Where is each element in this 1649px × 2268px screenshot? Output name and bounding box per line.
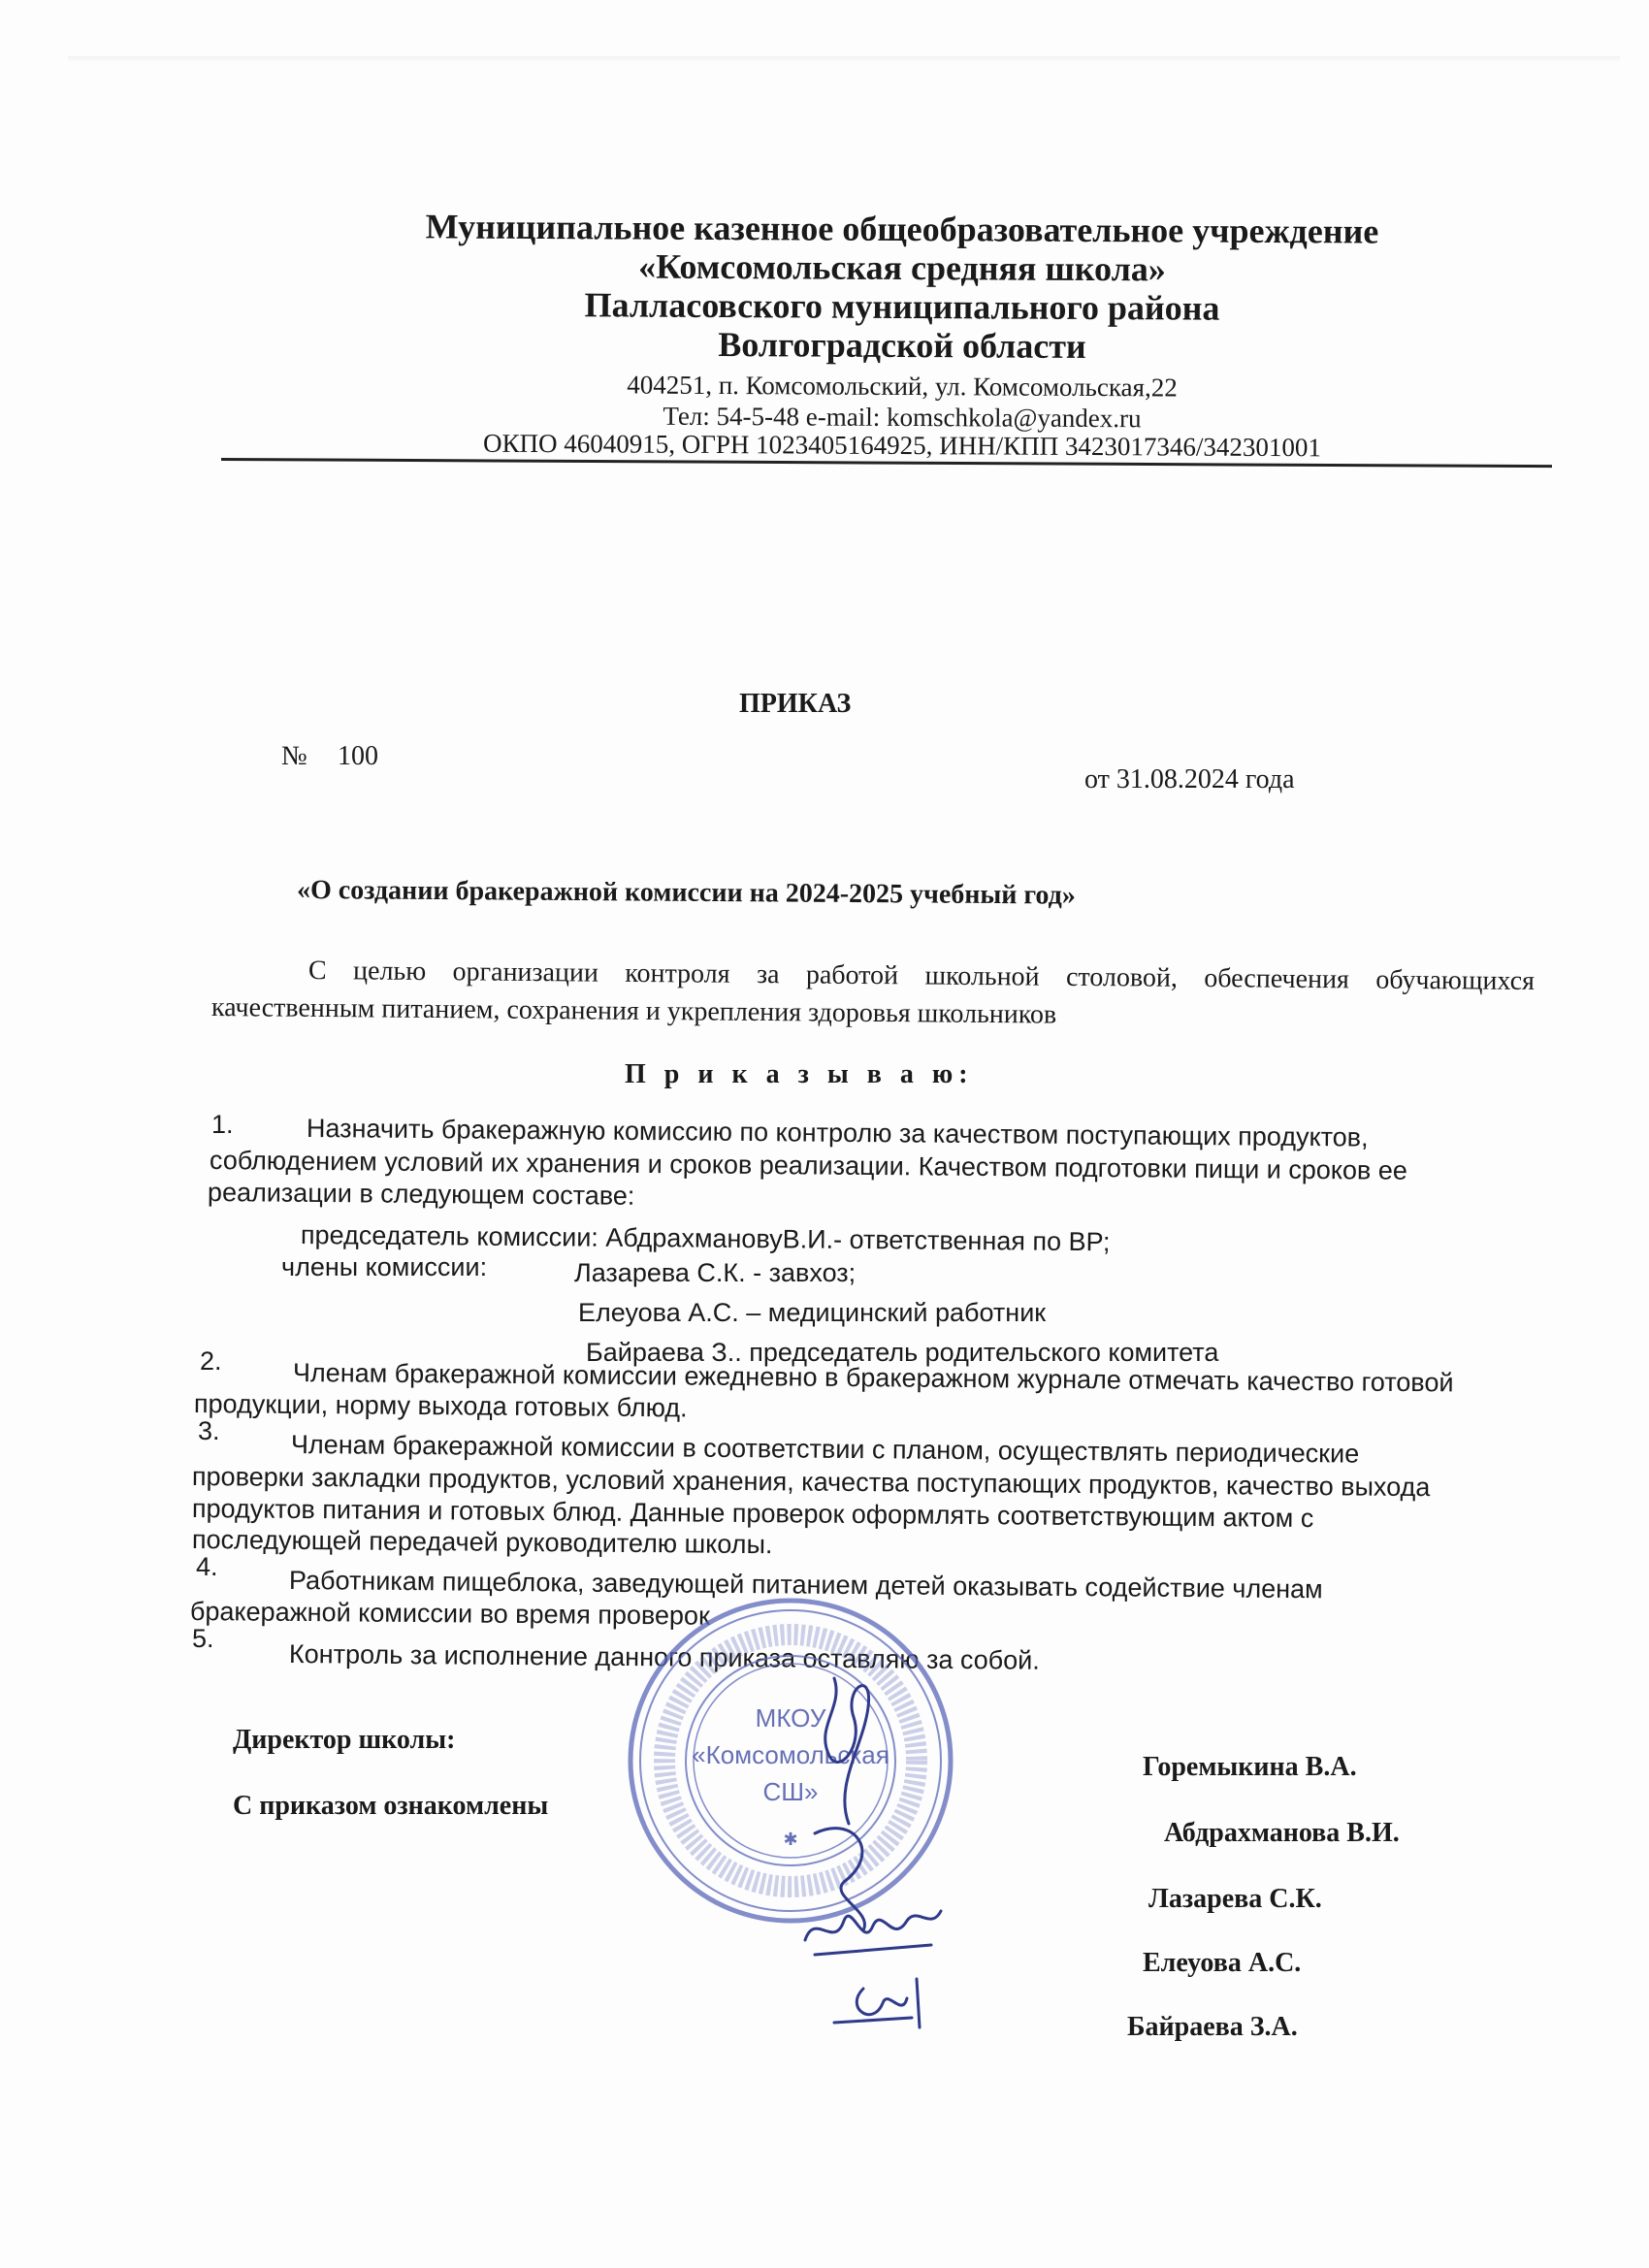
scan-edge xyxy=(68,56,1620,62)
acquainted-label: С приказом ознакомлены xyxy=(233,1791,549,1821)
commission-members-label: члены комиссии: xyxy=(281,1252,488,1281)
item3-number: 3. xyxy=(198,1416,220,1445)
org-name-line4: Волгоградской области xyxy=(718,325,1086,366)
item3-line3: продуктов питания и готовых блюд. Данные проверок оформлять соответствующим актом с xyxy=(191,1494,1314,1534)
order-number: 100 xyxy=(338,741,378,771)
commission-member-3: Байраева З.. председатель родительского комитета xyxy=(586,1338,1219,1367)
item1-number: 1. xyxy=(211,1110,234,1139)
org-name-line2: «Комсомольская средняя школа» xyxy=(638,246,1166,289)
signoff-name-bairaeva: Байраева З.А. xyxy=(1127,2012,1298,2042)
item3-line4: последующей передачей руководителю школы. xyxy=(191,1525,773,1560)
item2-line1: Членам бракеражной комиссии ежедневно в бракеражном журнале отмечать качество готовой xyxy=(292,1358,1454,1398)
org-address: 404251, п. Комсомольский, ул. Комсомольская,22 xyxy=(627,370,1178,403)
signature-lazareva xyxy=(795,1892,960,1969)
preamble-line1: С целью организации контроля за работой школьной столовой, обеспечения обучающихся xyxy=(307,956,1536,997)
item2-line2: продукции, норму выхода готовых блюд. xyxy=(193,1389,688,1423)
signoff-name-eleuova: Елеуова А.С. xyxy=(1143,1948,1302,1978)
order-date: от 31.08.2024 года xyxy=(1084,764,1295,794)
commission-chair: председатель комиссии: АбдрахмановуВ.И.- ответственная по ВР; xyxy=(300,1220,1111,1257)
item2-number: 2. xyxy=(200,1346,222,1376)
signoff-name-goremykina: Горемыкина В.А. xyxy=(1143,1752,1357,1782)
stamp-text-3: СШ» xyxy=(762,1777,819,1806)
order-number-sign: № xyxy=(281,741,307,771)
stamp-text-1: МКОУ xyxy=(755,1703,826,1733)
item1-line2: соблюдением условий их хранения и сроков реализации. Качеством подготовки пищи и сроков ее xyxy=(209,1146,1408,1185)
director-label: Директор школы: xyxy=(233,1725,456,1755)
item4-line1: Работникам пищеблока, заведующей питанием детей оказывать содействие членам xyxy=(288,1566,1323,1604)
commission-member-2: Елеуова А.С. – медицинский работник xyxy=(578,1298,1047,1327)
item1-line1: Назначить бракеражную комиссию по контролю за качеством поступающих продуктов, xyxy=(306,1114,1369,1152)
signature-eleuova xyxy=(824,1969,931,2037)
org-name-line3: Палласовского муниципального района xyxy=(584,285,1220,328)
decree-heading: П р и к а з ы в а ю: xyxy=(625,1059,974,1089)
org-contacts: Тел: 54-5-48 e-mail: komschkola@yandex.ru xyxy=(663,401,1142,434)
signoff-name-abdrakhmanova: Абдрахманова В.И. xyxy=(1164,1818,1400,1848)
commission-member-1: Лазарева С.К. - завхоз; xyxy=(574,1258,857,1287)
item5-number: 5. xyxy=(192,1624,214,1653)
order-subject: «О создании бракеражной комиссии на 2024-2025 учебный год» xyxy=(296,875,1076,911)
stamp-text-2: «Комсомольская xyxy=(692,1740,889,1769)
org-codes: ОКПО 46040915, ОГРН 1023405164925, ИНН/КПП 3423017346/342301001 xyxy=(482,428,1322,463)
preamble-line2: качественным питанием, сохранения и укрепления здоровья школьников xyxy=(210,992,1057,1030)
order-title: ПРИКАЗ xyxy=(739,689,852,719)
item3-line2: проверки закладки продуктов, условий хранения, качества поступающих продуктов, качество выхода xyxy=(191,1462,1431,1503)
stamp-star: ✱ xyxy=(783,1830,798,1849)
item4-line2: бракеражной комиссии во время проверок xyxy=(189,1597,710,1631)
signoff-name-lazareva: Лазарева С.К. xyxy=(1148,1884,1322,1914)
item5-line1: Контроль за исполнение данного приказа оставляю за собой. xyxy=(288,1639,1040,1675)
item4-number: 4. xyxy=(196,1552,218,1581)
item3-line1: Членам бракеражной комиссии в соответствии с планом, осуществлять периодические xyxy=(290,1430,1360,1469)
org-name-line1: Муниципальное казенное общеобразовательное учреждение xyxy=(425,207,1379,251)
item1-line3: реализации в следующем составе: xyxy=(207,1178,635,1211)
